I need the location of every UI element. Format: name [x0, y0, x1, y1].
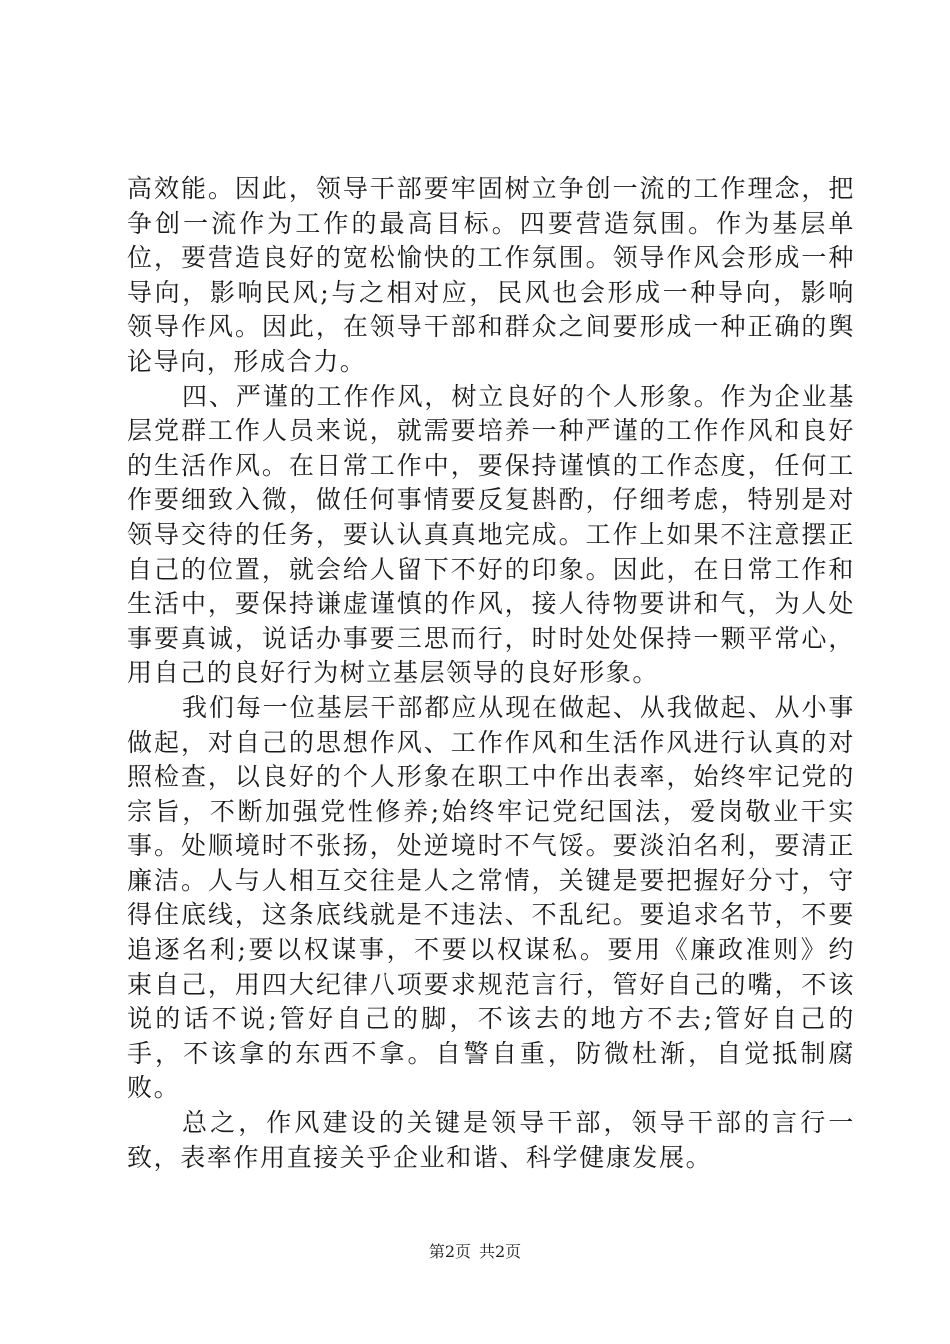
paragraph-cadre-conduct: 我们每一位基层干部都应从现在做起、从我做起、从小事做起，对自己的思想作风、工作作风和生活作风进行认真的对照检查，以良好的个人形象在职工中作出表率，始终牢记党的宗旨，不断加强党性修养;始终牢记党纪国法，爱岗敬业干实事。处顺境时不张扬，处逆境时不气馁。要淡泊名利，要清正廉洁。人与人相互交往是人之常情，关键是要把握好分寸，守得住底线，这条底线就是不违法、不乱纪。要追求名节，不要追逐名利;要以权谋事，不要以权谋私。要用《廉政准则》约束自己，用四大纪律八项要求规范言行，管好自己的嘴，不该说的话不说;管好自己的脚，不该去的地方不去;管好自己的手，不该拿的东西不拿。自警自重，防微杜渐，自觉抵制腐败。	[127, 692, 855, 1103]
document-body	[127, 172, 855, 1175]
paragraph-conclusion: 总之，作风建设的关键是领导干部，领导干部的言行一致，表率作用直接关乎企业和谐、科学健康发展。	[127, 1108, 855, 1172]
page-footer	[0, 1242, 950, 1262]
paragraph-work-style: 四、严谨的工作作风，树立良好的个人形象。作为企业基层党群工作人员来说，就需要培养一种严谨的工作作风和良好的生活作风。在日常工作中，要保持谨慎的工作态度，任何工作要细致入微，做任何事情要反复斟酌，仔细考虑，特别是对领导交待的任务，要认认真真地完成。工作上如果不注意摆正自己的位置，就会给人留下不好的印象。因此，在日常工作和生活中，要保持谦虚谨慎的作风，接人待物要讲和气，为人处事要真诚，说话办事要三思而行，时时处处保持一颗平常心，用自己的良好行为树立基层领导的良好形象。	[127, 381, 855, 688]
page-number-total: 共2页	[479, 1242, 522, 1261]
paragraph-continuation: 高效能。因此，领导干部要牢固树立争创一流的工作理念，把争创一流作为工作的最高目标。四要营造氛围。作为基层单位，要营造良好的宽松愉快的工作氛围。领导作风会形成一种导向，影响民风;与之相对应，民风也会形成一种导向，影响领导作风。因此，在领导干部和群众之间要形成一种正确的舆论导向，形成合力。	[127, 174, 855, 376]
page-number-current: 第2页	[428, 1242, 471, 1261]
